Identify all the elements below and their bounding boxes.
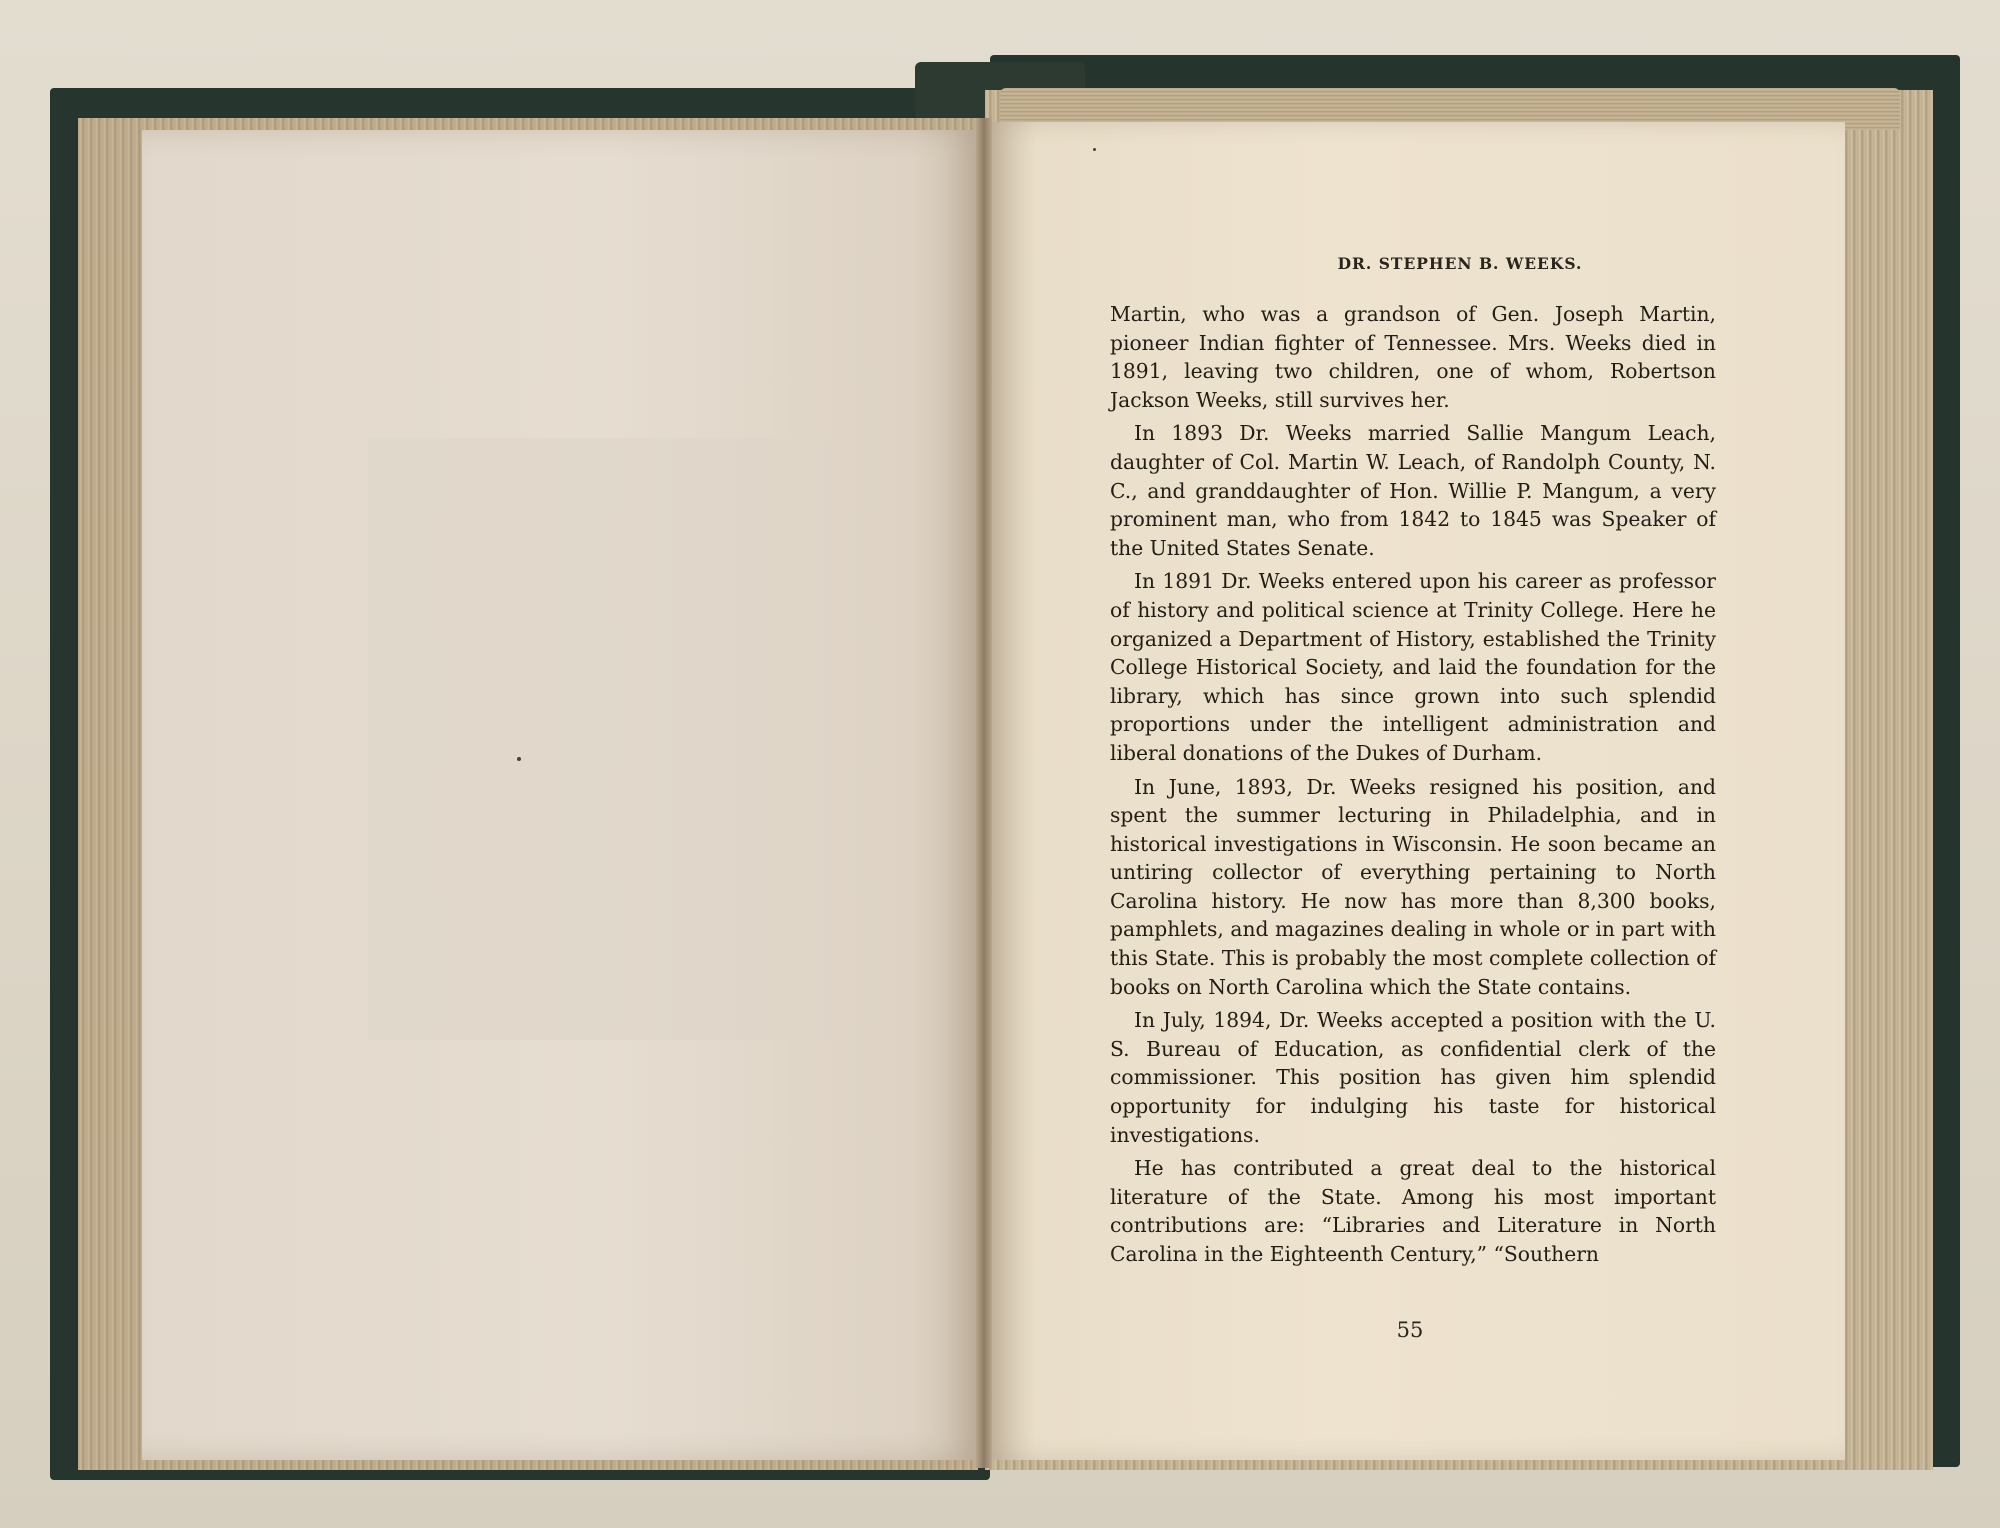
book-gutter (976, 118, 992, 1468)
paragraph: In 1891 Dr. Weeks entered upon his career as professor of history and political science at Trinity College. Here he organized a Department of History, established the Trinity College Historical Society, and laid the foundation for the library, which has since grown into such splendid proportions under the intelligent administration and liberal donations of the Dukes of Durham. (1110, 569, 1716, 765)
paragraph: Martin, who was a grandson of Gen. Joseph Martin, pioneer Indian fighter of Tennessee. Mrs. Weeks died in 1891, leaving two children, one of whom, Robertson Jackson Weeks, still survives her. (1110, 302, 1716, 412)
show-through-plate (368, 438, 830, 1040)
paragraph: In July, 1894, Dr. Weeks accepted a position with the U. S. Bureau of Education, as confidential clerk of the commissioner. This position has given him splendid opportunity for indulging his taste for historical investigations. (1110, 1008, 1716, 1147)
body-text (1110, 300, 1716, 1274)
paragraph: In June, 1893, Dr. Weeks resigned his position, and spent the summer lecturing in Philadelphia, and in historical investigations in Wisconsin. He soon became an untiring collector of everything pertaining to North Carolina history. He now has more than 8,300 books, pamphlets, and magazines dealing in whole or in part with this State. This is probably the most complete collection of books on North Carolina which the State contains. (1110, 774, 1716, 999)
paragraph: In 1893 Dr. Weeks married Sallie Mangum Leach, daughter of Col. Martin W. Leach, of Randolph County, N. C., and granddaughter of Hon. Willie P. Mangum, a very prominent man, who from 1842 to 1845 was Speaker of the United States Senate. (1110, 421, 1716, 560)
paper-speck (1093, 148, 1096, 151)
page-number: 55 (1396, 1318, 1424, 1342)
paragraph: He has contributed a great deal to the historical literature of the State. Among his most important contributions are: “Libraries and Literature in North Carolina in the Eighteenth Century,” “Southern (1110, 1156, 1716, 1266)
running-head: DR. STEPHEN B. WEEKS. (1337, 254, 1583, 273)
paper-speck (517, 757, 521, 761)
